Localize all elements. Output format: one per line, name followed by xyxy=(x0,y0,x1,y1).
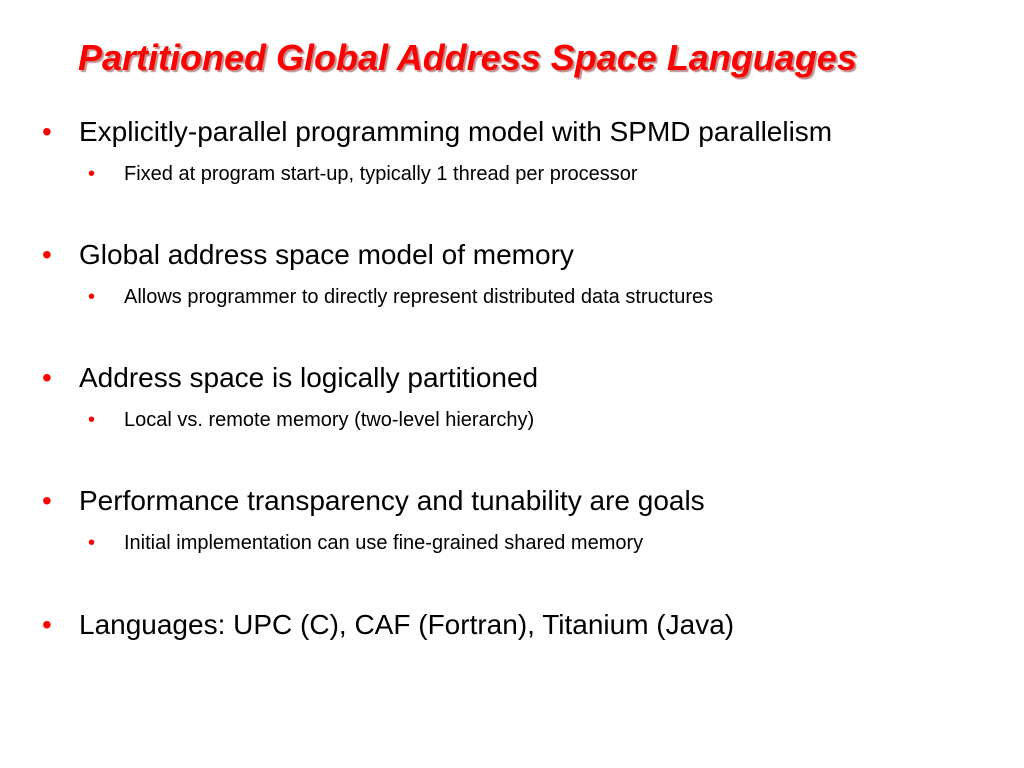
bullet-text: Explicitly-parallel programming model with SPMD parallelism xyxy=(79,116,833,147)
bullet-item xyxy=(0,361,1024,395)
bullet-group xyxy=(0,361,1024,433)
bullet-marker: • xyxy=(42,609,52,640)
sub-bullet-marker: • xyxy=(88,532,96,554)
bullet-group xyxy=(0,484,1024,556)
bullet-item xyxy=(0,484,1024,518)
sub-bullet-item xyxy=(0,407,1024,433)
bullet-marker: • xyxy=(42,239,52,270)
bullet-item xyxy=(0,238,1024,272)
bullet-item xyxy=(0,608,1024,642)
bullet-marker: • xyxy=(42,485,52,516)
bullet-group xyxy=(0,238,1024,310)
sub-bullet-marker: • xyxy=(88,286,96,308)
sub-bullet-marker: • xyxy=(88,163,96,185)
sub-bullet-item xyxy=(0,530,1024,556)
sub-bullet-marker: • xyxy=(88,409,96,431)
bullet-group xyxy=(0,608,1024,642)
sub-bullet-text: Fixed at program start-up, typically 1 thread per processor xyxy=(124,163,638,185)
bullet-marker: • xyxy=(42,362,52,393)
sub-bullet-text: Local vs. remote memory (two-level hierarchy) xyxy=(124,409,535,431)
slide-title: Partitioned Global Address Space Languages xyxy=(78,37,857,78)
bullet-text: Global address space model of memory xyxy=(79,239,574,270)
bullet-marker: • xyxy=(42,116,52,147)
bullet-text: Address space is logically partitioned xyxy=(79,362,539,393)
bullet-item xyxy=(0,115,1024,149)
sub-bullet-text: Allows programmer to directly represent distributed data structures xyxy=(124,286,714,308)
bullet-group xyxy=(0,115,1024,187)
bullet-text: Performance transparency and tunability are goals xyxy=(79,485,705,516)
sub-bullet-item xyxy=(0,284,1024,310)
sub-bullet-text: Initial implementation can use fine-grained shared memory xyxy=(124,532,644,554)
bullet-text: Languages: UPC (C), CAF (Fortran), Titanium (Java) xyxy=(79,609,735,640)
sub-bullet-item xyxy=(0,161,1024,187)
